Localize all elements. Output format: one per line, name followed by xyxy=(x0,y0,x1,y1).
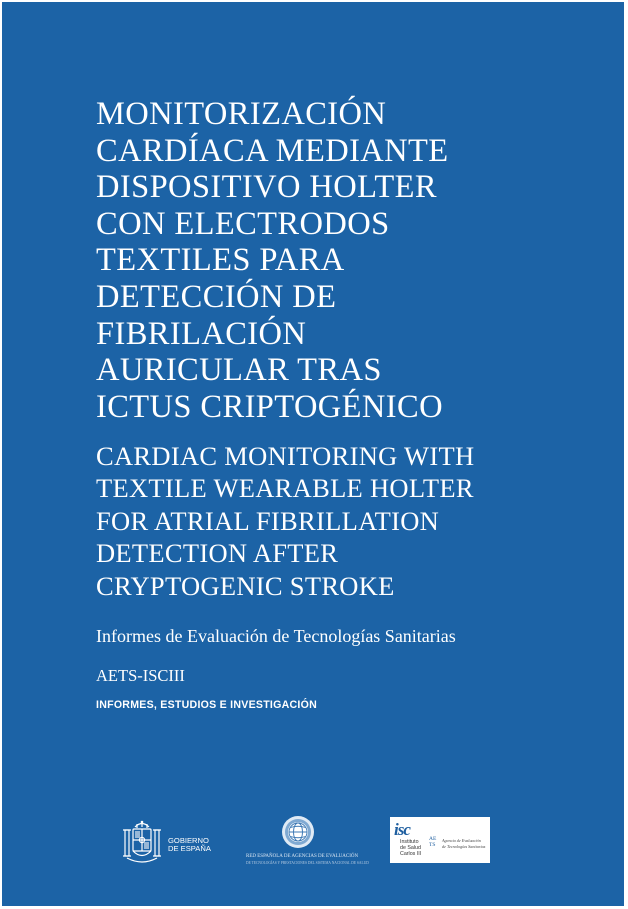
title-en-line: CARDIAC MONITORING WITH xyxy=(96,441,475,471)
title-en-line: CRYPTOGENIC STROKE xyxy=(96,570,395,601)
title-spanish xyxy=(96,96,606,425)
gobierno-logo xyxy=(120,818,220,868)
redets-name: RED ESPAÑOLA DE AGENCIAS DE EVALUACIÓN xyxy=(246,854,359,859)
gobierno-text xyxy=(168,837,211,854)
isciii-line: Instituto xyxy=(400,839,419,845)
report-cover xyxy=(2,2,624,906)
title-es-line: ICTUS CRIPTOGÉNICO xyxy=(96,388,443,425)
globe-icon xyxy=(280,814,316,850)
title-es-line: TEXTILES PARA xyxy=(96,242,345,279)
aets-mark xyxy=(429,836,436,849)
title-es-line: CON ELECTRODOS xyxy=(96,205,390,242)
aets-mark-line: AE xyxy=(429,836,437,842)
title-en-line: TEXTILE WEARABLE HOLTER xyxy=(96,473,474,504)
title-english xyxy=(96,440,606,602)
redets-logo xyxy=(246,814,369,872)
title-en-line: FOR ATRIAL FIBRILLATION xyxy=(96,505,440,536)
agency-code: AETS-ISCIII xyxy=(96,666,185,685)
isciii-line: de Salud xyxy=(400,845,421,852)
aets-mark-line: TS xyxy=(429,842,436,849)
title-es-line: FIBRILACIÓN xyxy=(96,315,307,352)
isciii-name xyxy=(400,839,421,858)
aets-name xyxy=(442,838,485,849)
report-series: Informes de Evaluación de Tecnologías Sanitarias xyxy=(96,626,456,646)
title-es-line: DISPOSITIVO HOLTER xyxy=(96,169,437,206)
aets-text-line: Agencia de Evaluación xyxy=(442,838,481,843)
title-es-line: CARDÍACA MEDIANTE xyxy=(96,132,449,169)
title-es-line: MONITORIZACIÓN xyxy=(96,96,387,132)
gobierno-line: DE ESPAÑA xyxy=(168,844,211,854)
title-en-line: DETECTION AFTER xyxy=(96,538,339,569)
redets-subtitle: DE TECNOLOGÍAS Y PRESTACIONES DEL SISTEMA NACIONAL DE SALUD xyxy=(246,861,369,865)
isciii-logo xyxy=(390,817,490,863)
aets-text-line: de Tecnologías Sanitarias xyxy=(442,843,486,849)
gobierno-line: GOBIERNO xyxy=(168,836,209,845)
isciii-mark: isc xyxy=(394,820,410,839)
isciii-line: Carlos III xyxy=(400,851,422,858)
title-es-line: DETECCIÓN DE xyxy=(96,278,337,315)
title-es-line: AURICULAR TRAS xyxy=(96,352,382,389)
collection-label: INFORMES, ESTUDIOS E INVESTIGACIÓN xyxy=(96,699,317,711)
coat-of-arms-icon xyxy=(120,818,164,868)
